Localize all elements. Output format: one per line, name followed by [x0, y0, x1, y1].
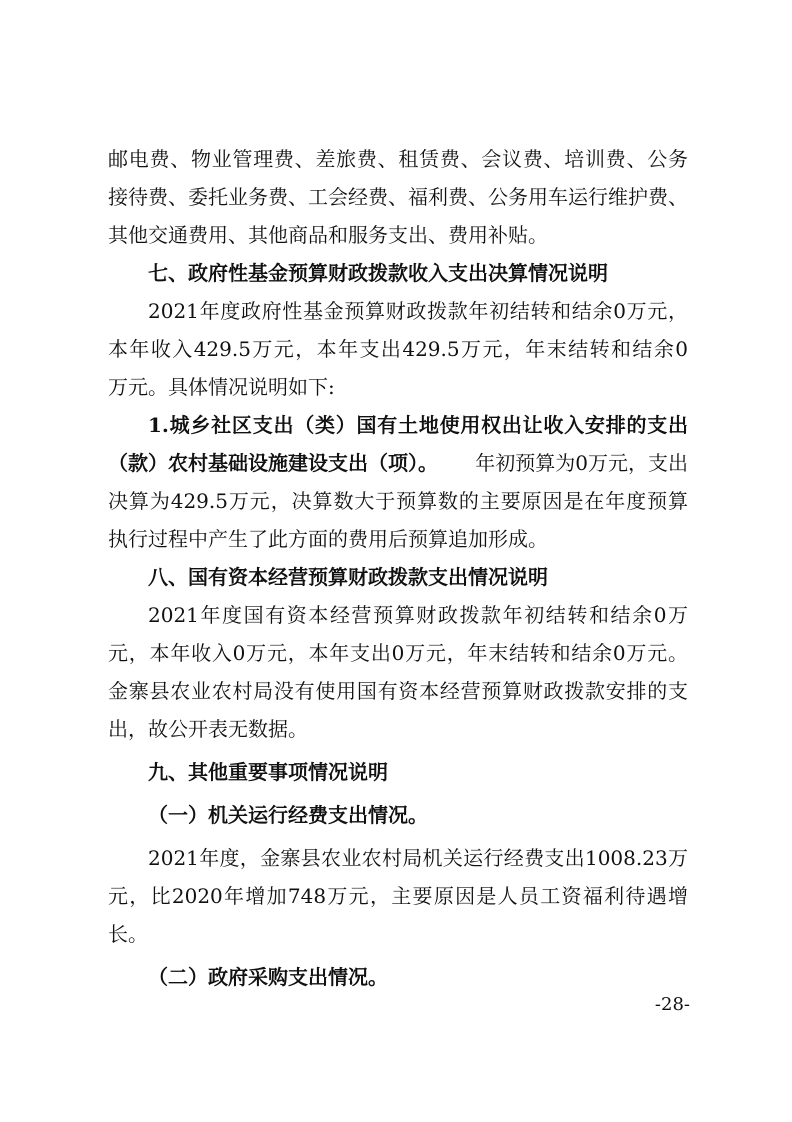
- text-line: 万元。具体情况说明如下:: [108, 375, 335, 399]
- text-line: 出，故公开表无数据。: [108, 717, 308, 741]
- text-line: 金寨县农业农村局没有使用国有资本经营预算财政拨款安排的支: [108, 679, 688, 703]
- text-line: 2021年度政府性基金预算财政拨款年初结转和结余0万元，: [148, 299, 688, 323]
- text-line: 执行过程中产生了此方面的费用后预算追加形成。: [108, 527, 548, 551]
- section-heading: 八、国有资本经营预算财政拨款支出情况说明: [148, 565, 548, 589]
- text-line: 2021年度国有资本经营预算财政拨款年初结转和结余0万: [148, 603, 688, 627]
- text-line: 元，比2020年增加748万元，主要原因是人员工资福利待遇增: [108, 884, 688, 908]
- item-heading: 1.城乡社区支出（类）国有土地使用权出让收入安排的支出: [148, 413, 688, 437]
- item-heading-continued: （款）农村基础设施建设支出（项）。: [108, 451, 438, 475]
- text-line: 2021年度，金寨县农业农村局机关运行经费支出1008.23万: [148, 846, 688, 870]
- text-line: 本年收入429.5万元，本年支出429.5万元，年末结转和结余0: [108, 337, 688, 361]
- text-line: 邮电费、物业管理费、差旅费、租赁费、会议费、培训费、公务: [108, 147, 688, 171]
- page-number: -28-: [654, 994, 690, 1015]
- text-line: 长。: [108, 922, 148, 946]
- text-line: 其他交通费用、其他商品和服务支出、费用补贴。: [108, 223, 548, 247]
- text-line: 决算为429.5万元，决算数大于预算数的主要原因是在年度预算: [108, 489, 688, 513]
- text-line: 接待费、委托业务费、工会经费、福利费、公务用车运行维护费、: [108, 185, 688, 209]
- text-line: 元，本年收入0万元，本年支出0万元，年末结转和结余0万元。: [108, 641, 688, 665]
- text-segment: 年初预算为0万元，支出: [475, 451, 688, 475]
- text-line: [108, 444, 688, 482]
- sub-heading: （二）政府采购支出情况。: [148, 965, 388, 989]
- section-heading: 七、政府性基金预算财政拨款收入支出决算情况说明: [148, 261, 608, 285]
- section-heading: 九、其他重要事项情况说明: [148, 760, 388, 784]
- sub-heading: （一）机关运行经费支出情况。: [148, 803, 428, 827]
